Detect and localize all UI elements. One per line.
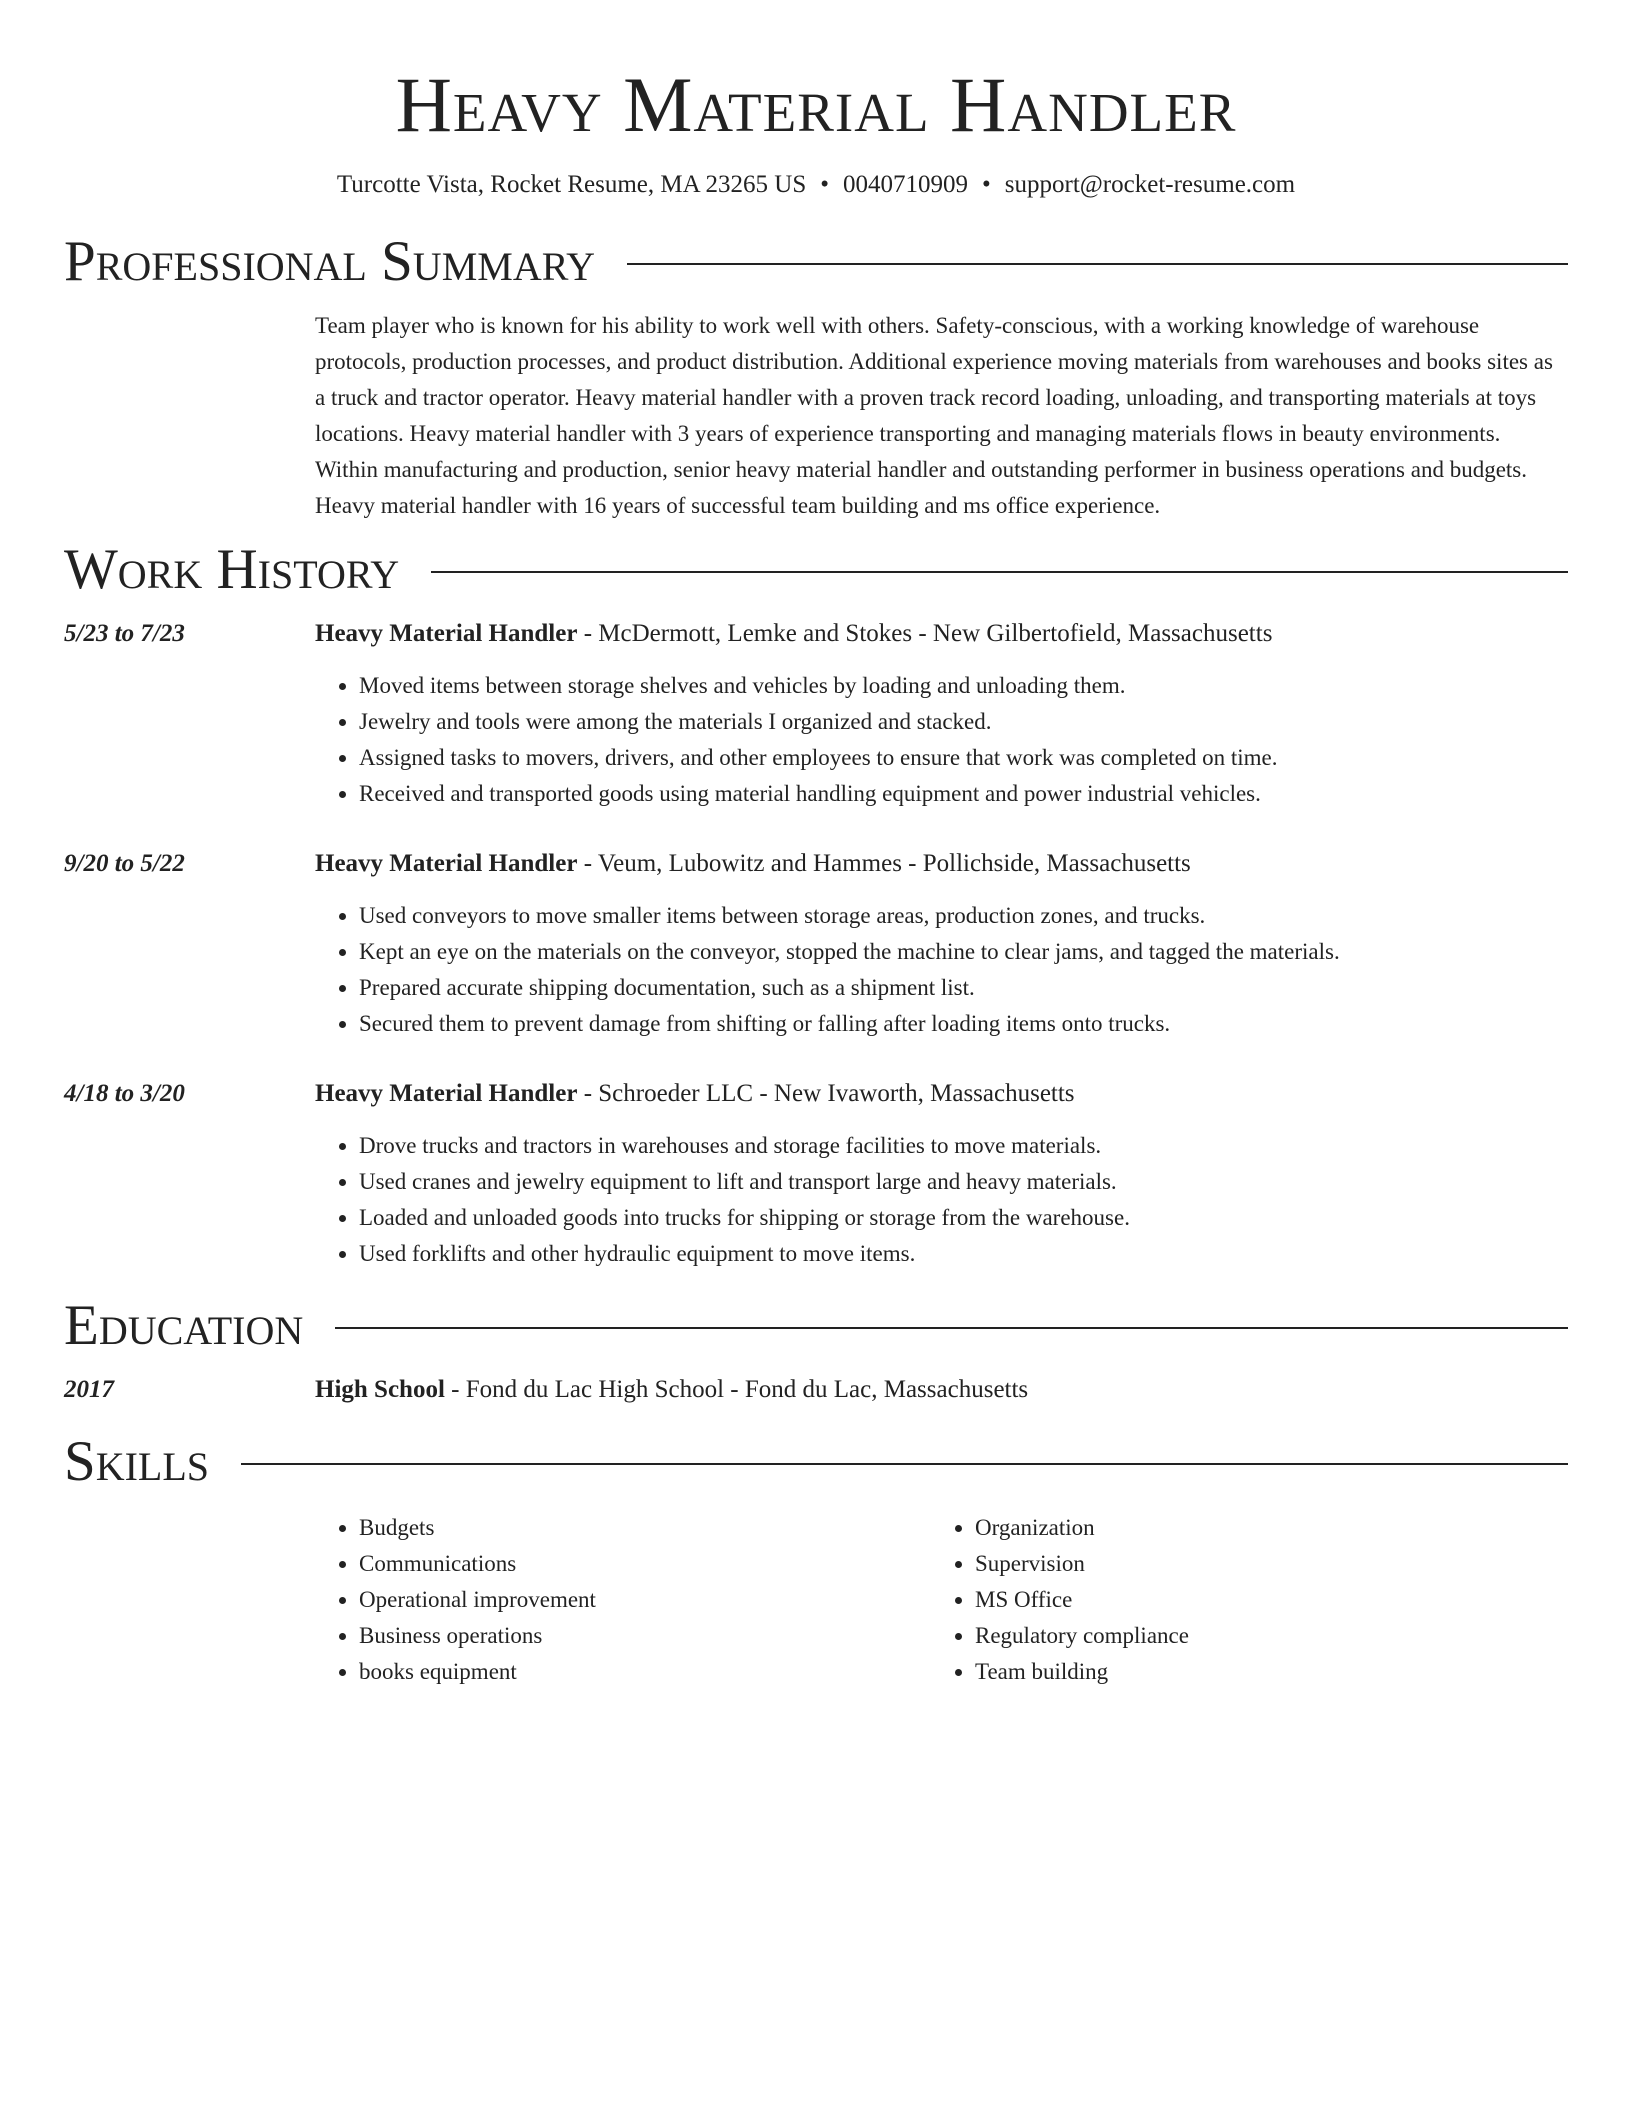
summary-section-header xyxy=(64,230,1568,294)
skill-item: • Supervision xyxy=(975,1546,1547,1582)
job-title: Heavy Material Handler xyxy=(315,850,578,877)
summary-heading: Professional Summary xyxy=(64,230,596,293)
education-body xyxy=(315,1372,1568,1408)
skill-item: • Team building xyxy=(975,1654,1547,1690)
job-duty: • Used forklifts and other hydraulic equipment to move items. xyxy=(359,1236,1568,1272)
job-title-line xyxy=(315,616,1568,652)
resume-page xyxy=(64,0,1568,1690)
skills-list xyxy=(315,1510,1568,1690)
education-year: 2017 xyxy=(64,1376,114,1403)
work-heading: Work History xyxy=(64,538,400,601)
job-duties xyxy=(315,1128,1568,1272)
education-heading: Education xyxy=(64,1294,304,1357)
skills-column-left xyxy=(315,1510,931,1690)
job-title-line xyxy=(315,846,1568,882)
education-section-header xyxy=(64,1294,1568,1358)
separator-bullet: • xyxy=(982,171,991,198)
skill-item: • Budgets xyxy=(359,1510,931,1546)
job-body xyxy=(315,1076,1568,1272)
job-body xyxy=(315,846,1568,1042)
summary-text: Team player who is known for his ability to work well with others. Safety-conscious, with a working knowledge of warehouse protocols, production processes, and product distribution. Additional experience moving materials from warehouses and books sites as a truck and tractor operator. Heavy material handler with a proven track record loading, unloading, and transporting materials at toys locations. Heavy material handler with 3 years of experience transporting and managing materials flows in beauty environments. Within manufacturing and production, senior heavy material handler and outstanding performer in business operations and budgets. Heavy material handler with 16 years of successful team building and ms office experience. xyxy=(315,313,1553,518)
phone: 0040710909 xyxy=(843,171,969,198)
education-line xyxy=(315,1372,1568,1408)
skill-item: • Organization xyxy=(975,1510,1547,1546)
skills-column-right xyxy=(931,1510,1547,1690)
job-duty: • Jewelry and tools were among the materials I organized and stacked. xyxy=(359,704,1568,740)
skill-item: • books equipment xyxy=(359,1654,931,1690)
job-duties xyxy=(315,898,1568,1042)
job-dates: 4/18 to 3/20 xyxy=(64,1080,185,1107)
summary-section xyxy=(315,308,1568,524)
job-duty: • Received and transported goods using material handling equipment and power industrial vehicles. xyxy=(359,776,1568,812)
job-employer: - Schroeder LLC - New Ivaworth, Massachusetts xyxy=(577,1080,1075,1107)
education-school: - Fond du Lac High School - Fond du Lac, Massachusetts xyxy=(444,1376,1029,1403)
job-duty: • Prepared accurate shipping documentation, such as a shipment list. xyxy=(359,970,1568,1006)
job-duty: • Used cranes and jewelry equipment to lift and transport large and heavy materials. xyxy=(359,1164,1568,1200)
job-duty: • Drove trucks and tractors in warehouses and storage facilities to move materials. xyxy=(359,1128,1568,1164)
section-divider xyxy=(627,263,1568,265)
job-duty: • Kept an eye on the materials on the conveyor, stopped the machine to clear jams, and tagged the materials. xyxy=(359,934,1568,970)
job-entry xyxy=(64,616,1568,812)
skills-section-header xyxy=(64,1430,1568,1494)
contact-line xyxy=(64,168,1568,202)
skill-item: • MS Office xyxy=(975,1582,1547,1618)
job-title: Heavy Material Handler xyxy=(315,1080,578,1107)
job-employer: - McDermott, Lemke and Stokes - New Gilbertofield, Massachusetts xyxy=(577,620,1273,647)
job-dates: 9/20 to 5/22 xyxy=(64,850,185,877)
section-divider xyxy=(335,1327,1568,1329)
candidate-name: Heavy Material Handler xyxy=(395,61,1237,148)
skill-item: • Business operations xyxy=(359,1618,931,1654)
job-duty: • Secured them to prevent damage from shifting or falling after loading items onto trucks. xyxy=(359,1006,1568,1042)
job-duties xyxy=(315,668,1568,812)
job-title: Heavy Material Handler xyxy=(315,620,578,647)
job-title-line xyxy=(315,1076,1568,1112)
skills-heading: Skills xyxy=(64,1430,210,1493)
education-entry xyxy=(64,1372,1568,1408)
job-duty: • Loaded and unloaded goods into trucks for shipping or storage from the warehouse. xyxy=(359,1200,1568,1236)
skill-item: • Communications xyxy=(359,1546,931,1582)
job-duty: • Used conveyors to move smaller items between storage areas, production zones, and trucks. xyxy=(359,898,1568,934)
job-duty: • Moved items between storage shelves and vehicles by loading and unloading them. xyxy=(359,668,1568,704)
work-history-list xyxy=(64,616,1568,1272)
job-duty: • Assigned tasks to movers, drivers, and other employees to ensure that work was completed on time. xyxy=(359,740,1568,776)
education-degree: High School xyxy=(315,1376,445,1403)
job-entry xyxy=(64,1076,1568,1272)
email: support@rocket-resume.com xyxy=(1004,171,1296,198)
separator-bullet: • xyxy=(820,171,830,198)
job-dates: 5/23 to 7/23 xyxy=(64,620,185,647)
job-employer: - Veum, Lubowitz and Hammes - Pollichside, Massachusetts xyxy=(577,850,1191,877)
section-divider xyxy=(241,1463,1568,1465)
work-section-header xyxy=(64,538,1568,602)
job-entry xyxy=(64,846,1568,1042)
address: Turcotte Vista, Rocket Resume, MA 23265 US xyxy=(336,171,807,198)
job-body xyxy=(315,616,1568,812)
skill-item: • Regulatory compliance xyxy=(975,1618,1547,1654)
skill-item: • Operational improvement xyxy=(359,1582,931,1618)
section-divider xyxy=(431,571,1568,573)
